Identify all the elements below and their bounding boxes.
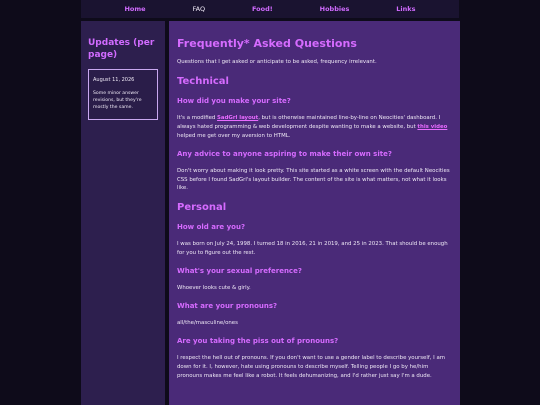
answer-text-segment: It's a modified — [177, 114, 218, 121]
answer-text: I respect the hell out of pronouns. If you don't want to use a gender label to describe yourself, I am down for it. I, however, hate using pronouns to describe myself. Telling people I go by he/him pronouns makes me feel like a robot. It feels dehumanizing, and I'd rather just say I'm a dude. — [177, 354, 446, 379]
top-nav — [81, 0, 459, 18]
sidebar-title: Updates (per page) — [88, 38, 155, 61]
nav-link-faq[interactable]: FAQ — [192, 5, 206, 13]
section-heading-personal: Personal — [177, 202, 227, 214]
nav-link-food[interactable]: Food! — [251, 5, 273, 13]
update-entry — [88, 69, 158, 120]
answer-text: Whoever looks cute & girly. — [177, 285, 251, 292]
nav-link-home[interactable]: Home — [124, 5, 146, 13]
question-heading: Any advice to anyone aspiring to make their own site? — [177, 149, 392, 158]
faq-content[interactable] — [169, 21, 460, 405]
answer-text-segment: , but is otherwise maintained line-by-line on Neocities' dashboard. I always hated programming & web development despite wanting to make a website, but — [177, 114, 441, 130]
answer-text-segment: helped me get over my aversion to HTML. — [177, 132, 291, 139]
update-note: Some minor answer revisions, but they're mostly the same. — [93, 91, 142, 110]
question-heading: How old are you? — [177, 223, 246, 232]
answer-text: Don't worry about making it look pretty. This site started as a white screen with the default Neocities CSS before I found SadGrl's layout builder. The content of the site is what matters, not what it looks like. — [177, 167, 450, 192]
page-title: Frequently* Asked Questions — [177, 37, 357, 50]
answer-text: I was born on July 24, 1998. I turned 18 in 2016, 21 in 2019, and 25 in 2023. That should be enough for you to figure out the rest. — [177, 241, 448, 257]
nav-link-hobbies[interactable]: Hobbies — [319, 5, 350, 13]
question-heading: Are you taking the piss out of pronouns? — [177, 336, 339, 345]
section-heading-technical: Technical — [177, 75, 229, 87]
nav-link-links[interactable]: Links — [396, 5, 416, 13]
question-heading: What are your pronouns? — [177, 302, 278, 311]
question-heading: What's your sexual preference? — [177, 267, 302, 276]
answer-text — [177, 114, 452, 141]
update-date: August 11, 2026 — [93, 77, 135, 84]
answer-text: all/the/masculine/ones — [177, 320, 238, 327]
page-intro: Questions that I get asked or anticipate to be asked, frequency irrelevant. — [177, 59, 377, 65]
sadgrl-layout-link[interactable]: SadGrl layout — [217, 114, 259, 121]
this-video-link[interactable]: this video — [417, 123, 448, 130]
question-heading: How did you make your site? — [177, 96, 291, 105]
updates-sidebar — [81, 21, 165, 405]
